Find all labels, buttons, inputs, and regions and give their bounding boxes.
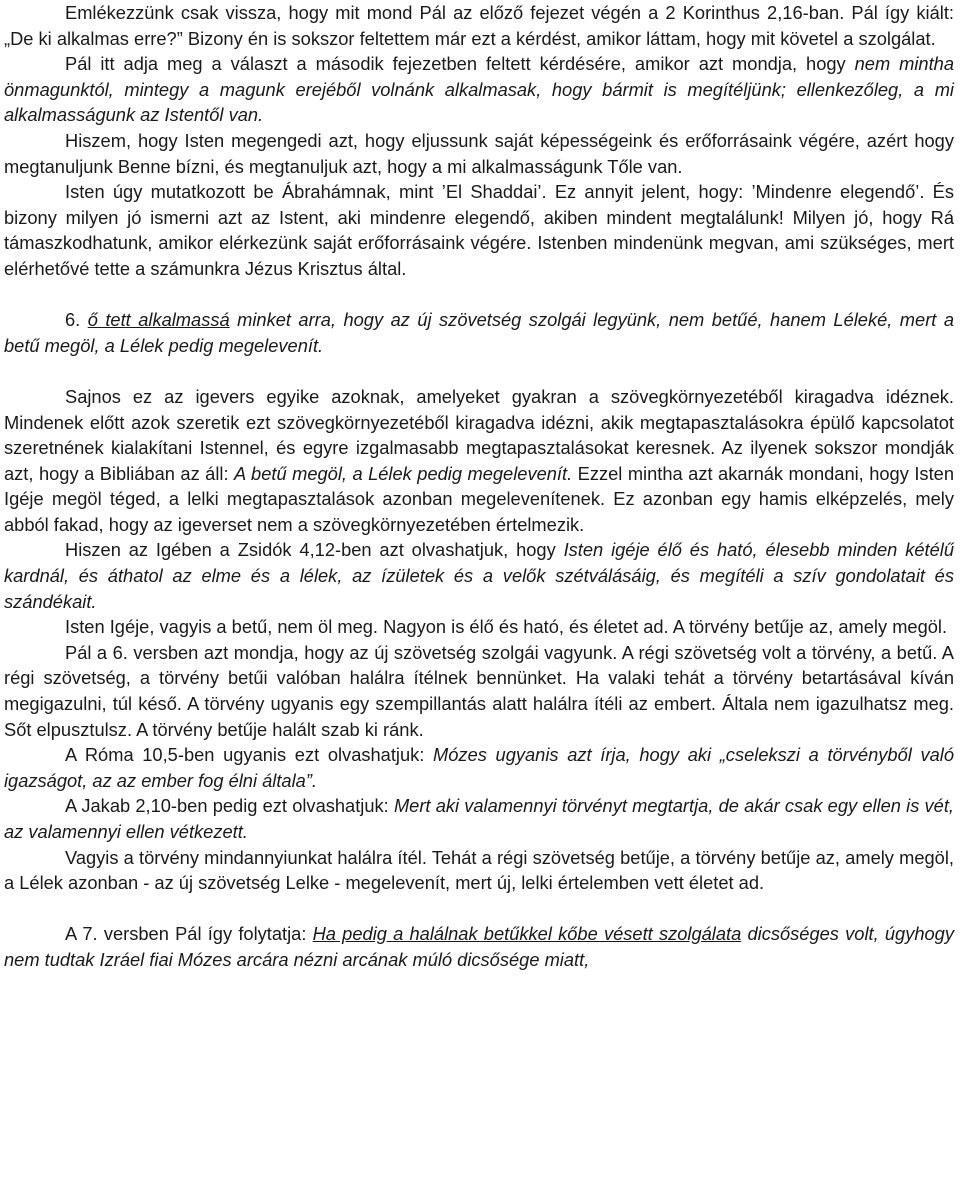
italic-quote-text: Isten igéje élő és ható, élesebb minden kétélű kardnál, és áthatol az elme és a lélek, az ízületek és a velők szétválásáig, és megítéli a szív gondolatait és szándékait. xyxy=(4,539,954,612)
body-text: Pál itt adja meg a választ a második fejezetben feltett kérdésére, amikor azt mondja, hogy xyxy=(65,53,855,75)
body-text: Ezzel mintha azt akarnák mondani, hogy Isten Igéje megöl téged, a lelki megtapasztalások azonban megelevenítenek. Ez azonban egy hamis elképzelés, mely abból fakad, hogy az igeverset nem a szövegkörnyezetében értelmezik. xyxy=(4,462,954,535)
body-text: Hiszem, hogy Isten megengedi azt, hogy eljussunk saját képességeink és erőforrásaink végére, azért hogy megtanuljunk Benne bízni, és megtanuljuk azt, hogy a mi alkalmasságunk Tőle van. xyxy=(4,129,954,177)
paragraph xyxy=(4,614,954,640)
body-text: Vagyis a törvény mindannyiunkat halálra ítél. Tehát a régi szövetség betűje, a törvény betűje az, amely megöl, a Lélek azonban - az új szövetség Lelke - megelevenít, mert új, lelki értelemben vett életet ad. xyxy=(4,846,954,894)
body-text: A 7. versben Pál így folytatja: xyxy=(65,923,313,945)
body-text: A Jakab 2,10-ben pedig ezt olvashatjuk: xyxy=(65,795,394,817)
paragraph xyxy=(4,742,954,793)
italic-quote-text: dicsőséges volt, úgyhogy nem tudtak Izráel fiai Mózes arcára nézni arcának múló dicsősége miatt, xyxy=(4,923,954,970)
paragraph xyxy=(4,793,954,844)
body-text: Isten Igéje, vagyis a betű, nem öl meg. Nagyon is élő és ható, és életet ad. A törvény betűje az, amely megöl. xyxy=(65,616,948,638)
body-text: Emlékezzünk csak vissza, hogy mit mond Pál az előző fejezet végén a 2 Korinthus 2,16-ban. Pál így kiált: „De ki alkalmas erre?” Bizony én is sokszor feltettem már ezt a kérdést, amikor láttam, hogy mit követel a szolgálat. xyxy=(4,2,954,49)
body-text: Pál a 6. versben azt mondja, hogy az új szövetség szolgái vagyunk. A régi szövetség volt a törvény, a betű. A régi szövetség, a törvény betűi valóban halálra ítélnek bennünket. Ha valaki tehát a törvény betartásával kíván megigazulni, túl késő. A törvény ugyanis egy szempillantás alatt halálra ítéli az embert. Általa nem igazulhatsz meg. Sőt elpusztulsz. A törvény betűje halált szab ki ránk. xyxy=(4,641,954,740)
body-text: Hiszen az Igében a Zsidók 4,12-ben azt olvashatjuk, hogy xyxy=(65,539,564,561)
italic-quote-text: minket arra, hogy az új szövetség szolgái legyünk, nem betűé, hanem Léleké, mert a betű megöl, a Lélek pedig megelevenít. xyxy=(4,309,955,356)
body-text: Isten úgy mutatkozott be Ábrahámnak, mint ’El Shaddai’. Ez annyit jelent, hogy: ’Mindenre elegendő’. És bizony milyen jó ismerni azt az Istent, aki mindenre elegendő, akiben mindent megtalálunk! Milyen jó, hogy Rá támaszkodhatunk, amikor elérkezünk saját erőforrásaink végére. Istenben mindenünk megvan, ami szükséges, mert elérhetővé tette a számunkra Jézus Krisztus által. xyxy=(4,181,954,279)
body-text: Sajnos ez az igevers egyike azoknak, amelyeket gyakran a szövegkörnyezetéből kiragadva idéznek. Mindenek előtt azok szeretik ezt szövegkörnyezetéből kiragadva idézni, akik megtapasztalásokra épülő kapcsolatot szeretnének kialakítani Istennel, és egyre izgalmasabb megtapasztalásokat keresnek. Az ilyenek sokszor mondják azt, hogy a Bibliában az áll: xyxy=(4,385,954,484)
italic-quote-text: Mózes ugyanis azt írja, hogy aki „cselekszi a törvényből való igazságot, az az ember fog élni általa”. xyxy=(4,744,955,791)
body-text: A Róma 10,5-ben ugyanis ezt olvashatjuk: xyxy=(65,744,434,766)
paragraph xyxy=(4,537,954,614)
paragraph xyxy=(4,0,954,51)
paragraph xyxy=(4,640,954,742)
paragraph xyxy=(4,128,954,179)
paragraph xyxy=(4,51,954,128)
paragraph xyxy=(4,179,954,281)
paragraph xyxy=(4,845,954,896)
paragraph-spacer xyxy=(4,896,954,922)
body-text: 6. xyxy=(65,309,88,331)
italic-quote-text: Ha pedig a halálnak betűkkel kőbe vésett szolgálata xyxy=(312,923,742,945)
paragraph xyxy=(4,307,954,358)
italic-quote-text: ő tett alkalmassá xyxy=(87,309,230,331)
italic-quote-text: nem mintha önmagunktól, mintegy a magunk erejéből volnánk alkalmasak, hogy bármit is megítéljünk; ellenkezőleg, a mi alkalmasságunk az Istentől van. xyxy=(4,53,955,126)
italic-quote-text: Mert aki valamennyi törvényt megtartja, de akár csak egy ellen is vét, az valamennyi ellen vétkezett. xyxy=(4,795,954,842)
italic-quote-text: A betű megöl, a Lélek pedig megelevenít. xyxy=(234,462,573,484)
paragraph-spacer xyxy=(4,282,954,308)
paragraph xyxy=(4,384,954,538)
paragraph-spacer xyxy=(4,358,954,384)
paragraph xyxy=(4,921,954,972)
